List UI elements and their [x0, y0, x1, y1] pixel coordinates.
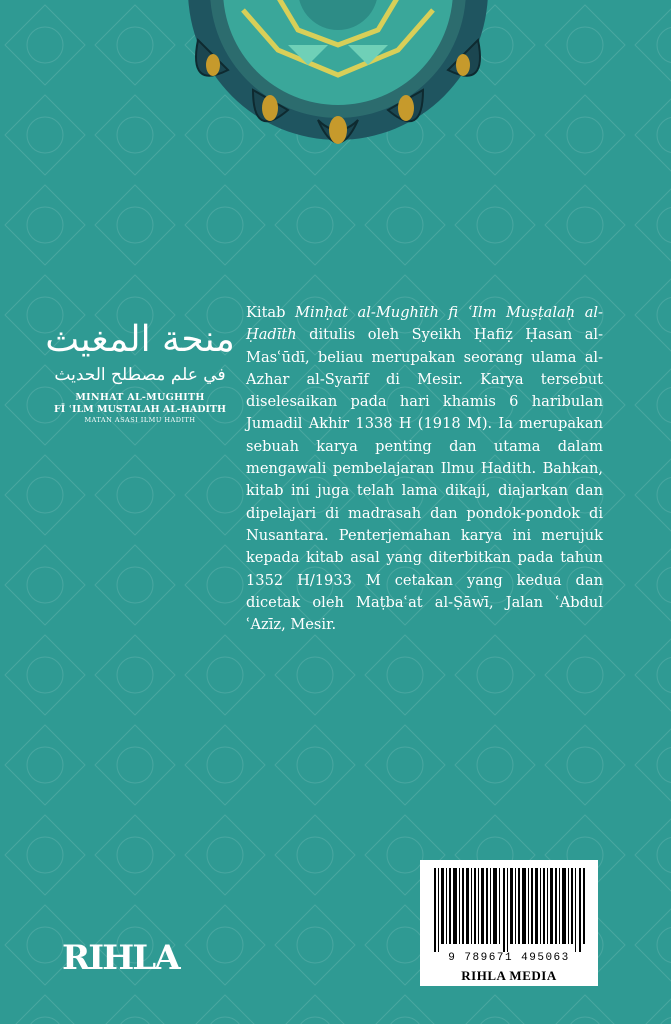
- publisher-logo: RIHLA: [62, 938, 179, 978]
- description-paragraph: [246, 302, 603, 636]
- publisher-name: RIHLA MEDIA: [461, 968, 557, 983]
- title-latin: MINHAT AL-MUGHITH: [75, 392, 205, 403]
- barcode: [432, 868, 587, 952]
- title-block: [40, 318, 240, 424]
- description-body: ditulis oleh Syeikh Ḥafiẓ Ḥasan al-Masʿūdī, beliau merupakan seorang ulama al-Azhar al-Syarīf di Mesir. Karya tersebut diselesaikan pada hari khamis 6 haribulan Jumadil Akhir 1338 H (1918 M). Ia merupakan sebuah karya penting dan utama dalam mengawali pembelajaran Ilmu Hadith. Bahkan, kitab ini juga telah lama dikaji, diajarkan dan dipelajari di madrasah dan pondok-pondok di Nusantara. Penterjemahan karya ini merujuk kepada kitab asal yang diterbitkan pada tahun 1352 H/1933 M cetakan yang kedua dan dicetak oleh Maṭbaʿat al-Ṣāwī, Jalan ʿAbdul ʿAzīz, Mesir.: [246, 326, 603, 634]
- title-latin-line-2: FĪ ʿILM MUSTALAH AL-HADITH: [54, 404, 226, 415]
- mandala-ornament: [128, 0, 548, 150]
- description: [246, 302, 603, 636]
- barcode-box: [420, 860, 598, 986]
- title-arabic: منحة المغيث: [45, 319, 235, 360]
- title-small: MATAN ASASI ILMU HADITH: [84, 416, 196, 424]
- description-book-title: Minḥat al-Mughīth fi ʿIlm Muṣṭalaḥ al-Ḥadīth: [246, 304, 603, 344]
- description-lead: Kitab: [246, 304, 296, 321]
- isbn-number: 9 789671 495063: [448, 952, 570, 964]
- subtitle-arabic: في علم مصطلح الحديث: [54, 365, 226, 385]
